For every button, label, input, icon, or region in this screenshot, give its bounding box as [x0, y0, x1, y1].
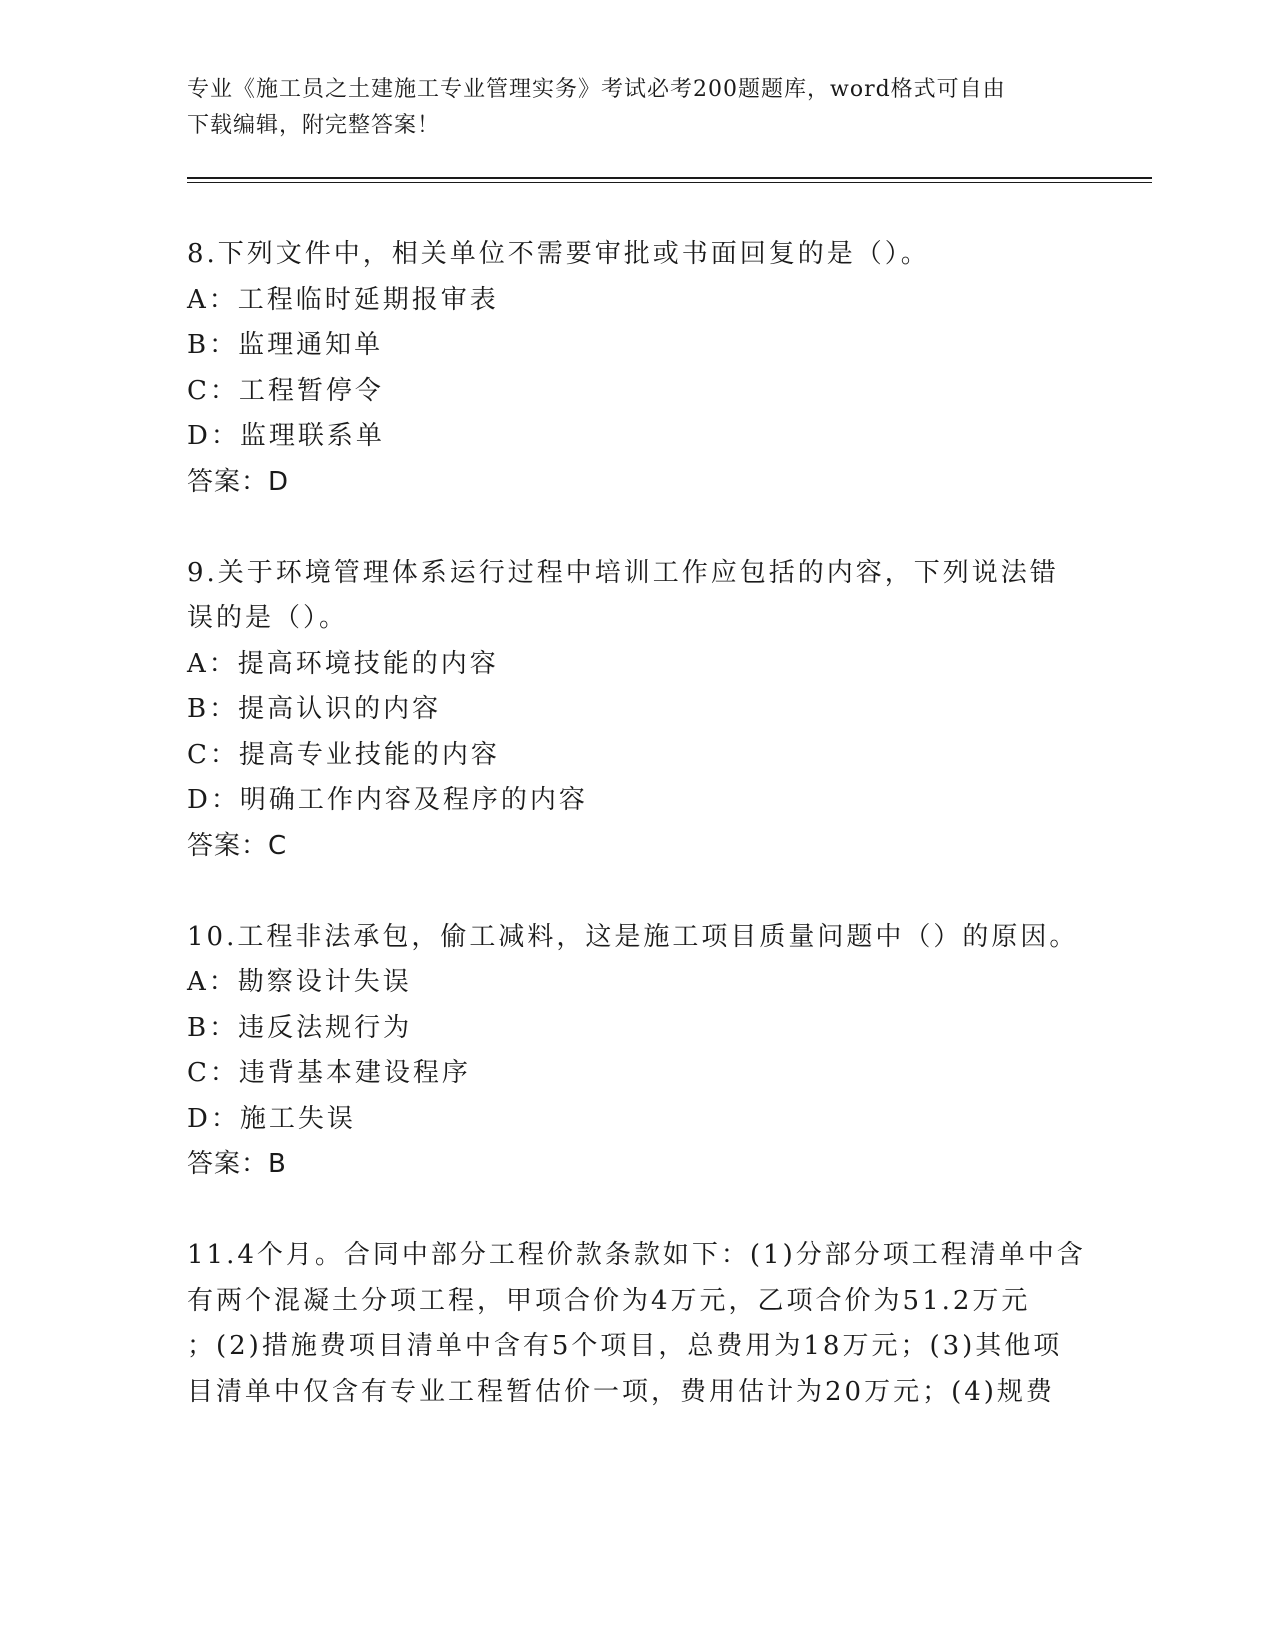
question-stem: 误的是（）。 [187, 603, 349, 633]
option-c: C：工程暂停令 [187, 375, 384, 406]
option-d: D：明确工作内容及程序的内容 [187, 785, 588, 815]
option-d: D：施工失误 [187, 1103, 356, 1134]
answer-label: 答案：D [187, 466, 290, 497]
option-c: C：提高专业技能的内容 [187, 739, 500, 770]
document-header [187, 72, 1067, 144]
question-10 [187, 915, 1087, 1188]
header-divider-thick [187, 177, 1152, 179]
question-stem: 有两个混凝土分项工程，甲项合价为4万元，乙项合价为51.2万元 [187, 1285, 1031, 1316]
question-stem: 10.工程非法承包，偷工减料，这是施工项目质量问题中（）的原因。 [187, 921, 1079, 952]
question-9 [187, 551, 1087, 870]
question-list [187, 232, 1087, 1415]
question-stem: ；(2)措施费项目清单中含有5个项目，总费用为18万元；(3)其他项 [187, 1331, 1063, 1361]
question-8 [187, 232, 1087, 505]
question-stem: 目清单中仅含有专业工程暂估价一项，费用估计为20万元；(4)规费 [187, 1376, 1055, 1407]
answer-label: 答案：B [187, 1149, 287, 1179]
answer-label: 答案：C [187, 830, 288, 861]
spacer [187, 505, 1087, 551]
question-stem: 11.4个月。合同中部分工程价款条款如下：(1)分部分项工程清单中含 [187, 1240, 1086, 1270]
header-line-1: 专业《施工员之土建施工专业管理实务》考试必考200题题库，word格式可自由 [187, 77, 1006, 102]
question-stem: 8.下列文件中，相关单位不需要审批或书面回复的是（）。 [187, 239, 930, 269]
option-b: B：监理通知单 [187, 330, 384, 360]
option-d: D：监理联系单 [187, 421, 385, 451]
header-line-2: 下载编辑，附完整答案！ [187, 113, 441, 138]
option-a: A：勘察设计失误 [187, 967, 412, 997]
question-11 [187, 1233, 1087, 1415]
spacer [187, 1188, 1087, 1234]
spacer [187, 869, 1087, 915]
question-stem: 9.关于环境管理体系运行过程中培训工作应包括的内容，下列说法错 [187, 557, 1059, 588]
header-divider-thin [187, 182, 1152, 183]
option-c: C：违背基本建设程序 [187, 1058, 471, 1088]
option-b: B：违反法规行为 [187, 1012, 413, 1043]
option-a: A：提高环境技能的内容 [187, 648, 499, 679]
option-b: B：提高认识的内容 [187, 694, 442, 724]
option-a: A：工程临时延期报审表 [187, 284, 499, 315]
